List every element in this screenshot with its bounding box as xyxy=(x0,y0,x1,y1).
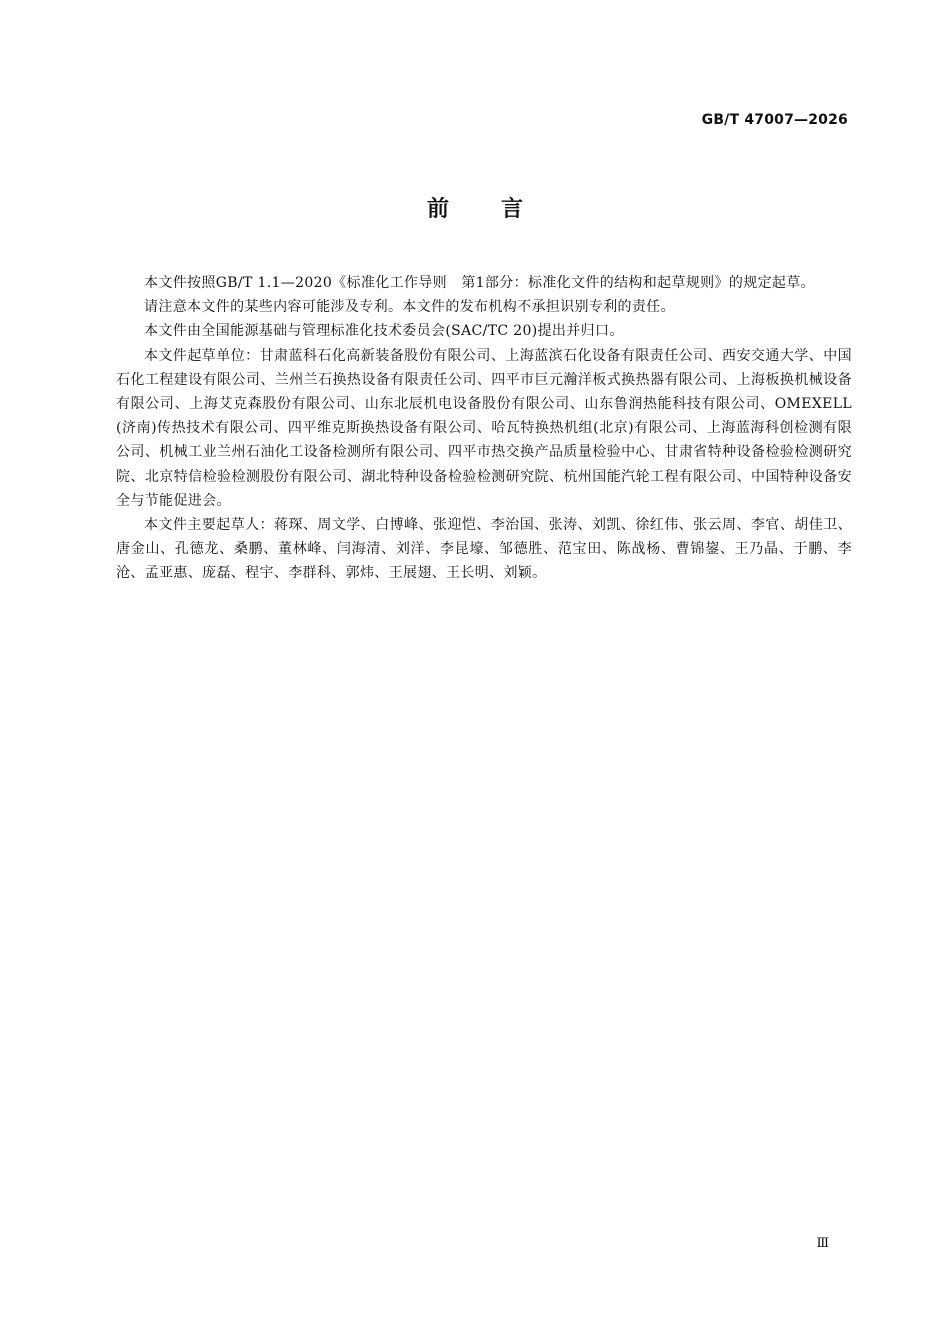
paragraph-drafting-units: 本文件起草单位：甘肃蓝科石化高新装备股份有限公司、上海蓝滨石化设备有限责任公司、西安交通大学、中国石化工程建设有限公司、兰州兰石换热设备有限责任公司、四平市巨元瀚洋板式换热器有限公司、上海板换机械设备有限公司、上海艾克森股份有限公司、山东北辰机电设备股份有限公司、山东鲁润热能科技有限公司、OMEXELL(济南)传热技术有限公司、四平维克斯换热设备有限公司、哈瓦特换热机组(北京)有限公司、上海蓝海科创检测有限公司、机械工业兰州石油化工设备检测所有限公司、四平市热交换产品质量检验中心、甘肃省特种设备检验检测研究院、北京特信检验检测股份有限公司、湖北特种设备检验检测研究院、杭州国能汽轮工程有限公司、中国特种设备安全与节能促进会。 xyxy=(116,347,852,509)
preface-body xyxy=(116,271,852,586)
paragraph-drafting-rules: 本文件按照GB/T 1.1—2020《标准化工作导则 第1部分：标准化文件的结构和起草规则》的规定起草。 xyxy=(144,275,815,291)
page-number: Ⅲ xyxy=(816,1236,829,1251)
paragraph-drafters: 本文件主要起草人：蒋琛、周文学、白博峰、张迎恺、李治国、张涛、刘凯、徐红伟、张云周、李官、胡佳卫、唐金山、孔德龙、桑鹏、董林峰、闫海清、刘洋、李昆壕、邹德胜、范宝田、陈战杨、曹锦鋆、王乃晶、于鹏、李沧、孟亚惠、庞磊、程宇、李群科、郭炜、王展翅、王长明、刘颖。 xyxy=(116,517,852,582)
standard-code: GB/T 47007—2026 xyxy=(701,112,848,128)
page-title: 前言 xyxy=(426,197,575,222)
paragraph-patent-notice: 请注意本文件的某些内容可能涉及专利。本文件的发布机构不承担识别专利的责任。 xyxy=(144,299,675,316)
paragraph-proposer: 本文件由全国能源基础与管理标准化技术委员会(SAC/TC 20)提出并归口。 xyxy=(144,323,624,340)
